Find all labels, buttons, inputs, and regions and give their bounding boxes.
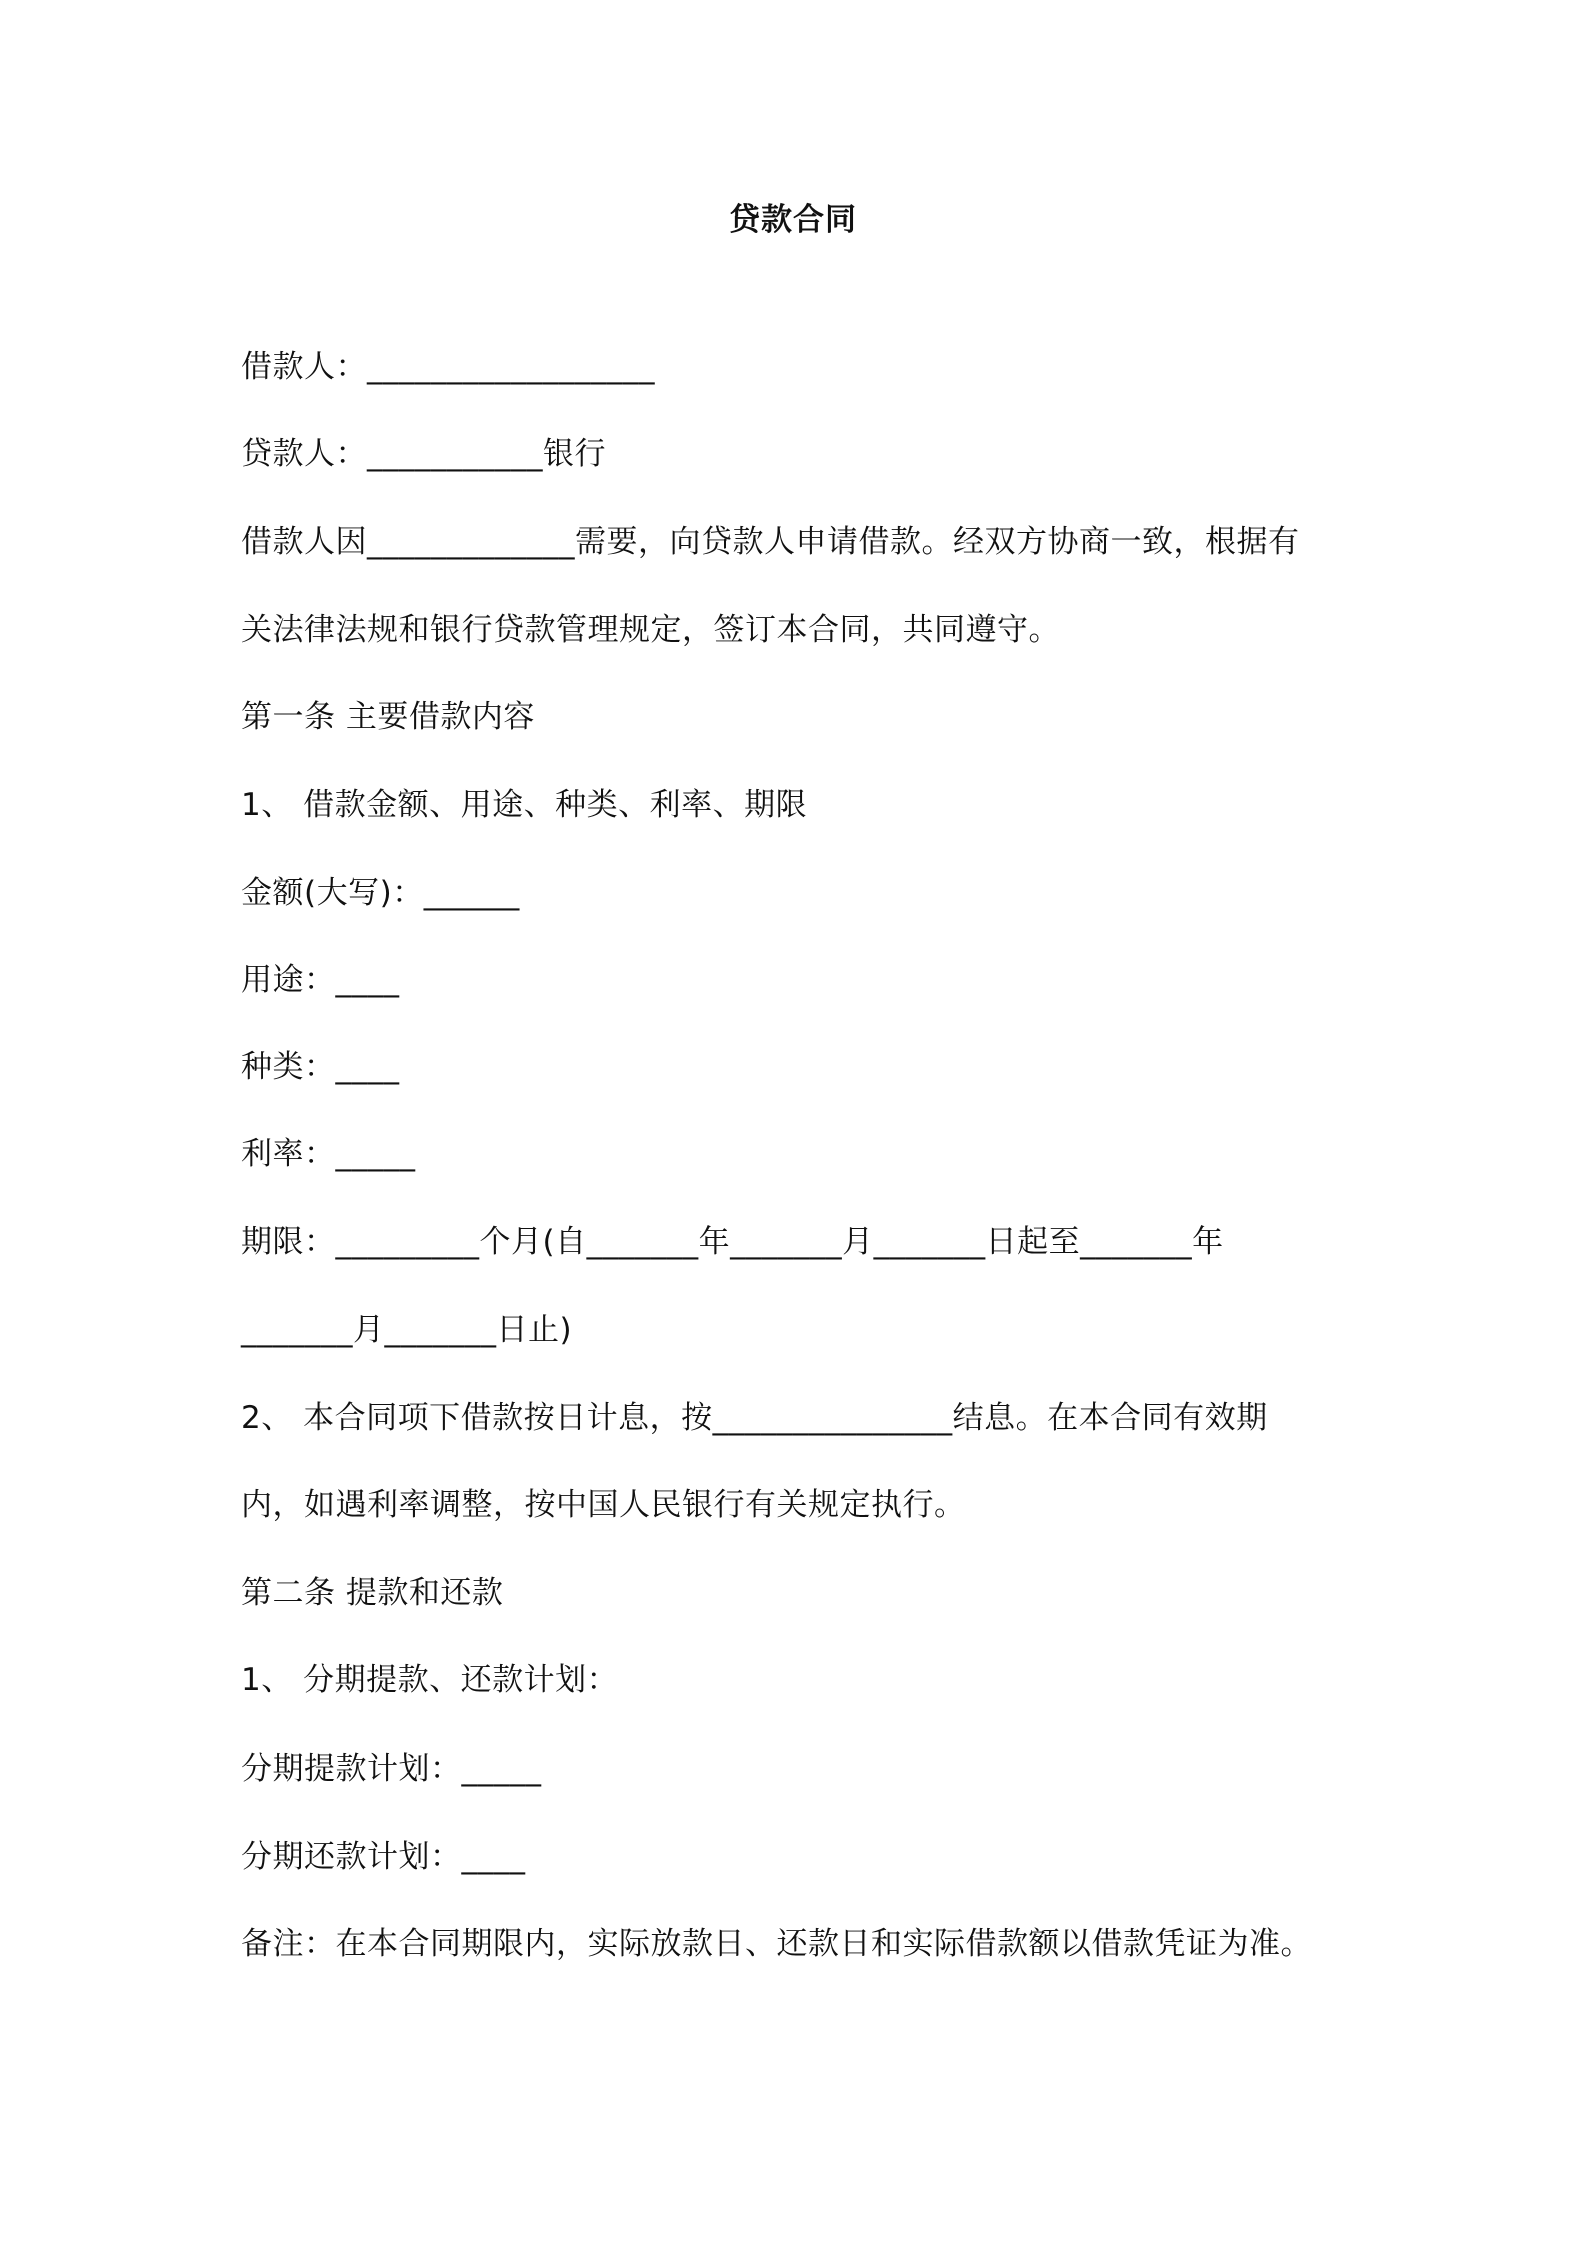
drawdown-plan-line: 分期提款计划：_____ (241, 1751, 542, 1787)
document-title: 贷款合同 (729, 202, 857, 238)
type-line: 种类：____ (241, 1049, 400, 1085)
term-line-1: 期限：_________个月(自_______年_______月_______日起至_______年 (241, 1224, 1224, 1260)
preamble-line-2: 关法律法规和银行贷款管理规定，签订本合同，共同遵守。 (241, 612, 1060, 648)
article-2-item-1: 1、 分期提款、还款计划： (241, 1662, 619, 1698)
remark-line: 备注：在本合同期限内，实际放款日、还款日和实际借款额以借款凭证为准。 (241, 1926, 1312, 1962)
article-1-heading: 第一条 主要借款内容 (241, 699, 535, 735)
article-1-item-2-line-2: 内，如遇利率调整，按中国人民银行有关规定执行。 (241, 1487, 966, 1523)
amount-line: 金额(大写)：______ (241, 875, 520, 911)
purpose-line: 用途：____ (241, 962, 400, 998)
repayment-plan-line: 分期还款计划：____ (241, 1839, 526, 1875)
article-2-heading: 第二条 提款和还款 (241, 1575, 504, 1611)
article-1-item-1: 1、 借款金额、用途、种类、利率、期限 (241, 787, 808, 823)
preamble-line-1: 借款人因_____________需要，向贷款人申请借款。经双方协商一致，根据有 (241, 524, 1300, 560)
term-line-2: _______月_______日止) (241, 1312, 573, 1348)
borrower-line: 借款人：__________________ (241, 349, 655, 385)
article-1-item-2-line-1: 2、 本合同项下借款按日计息，按_______________结息。在本合同有效期 (241, 1400, 1268, 1436)
lender-line: 贷款人：___________银行 (241, 436, 606, 472)
interest-rate-line: 利率：_____ (241, 1136, 416, 1172)
